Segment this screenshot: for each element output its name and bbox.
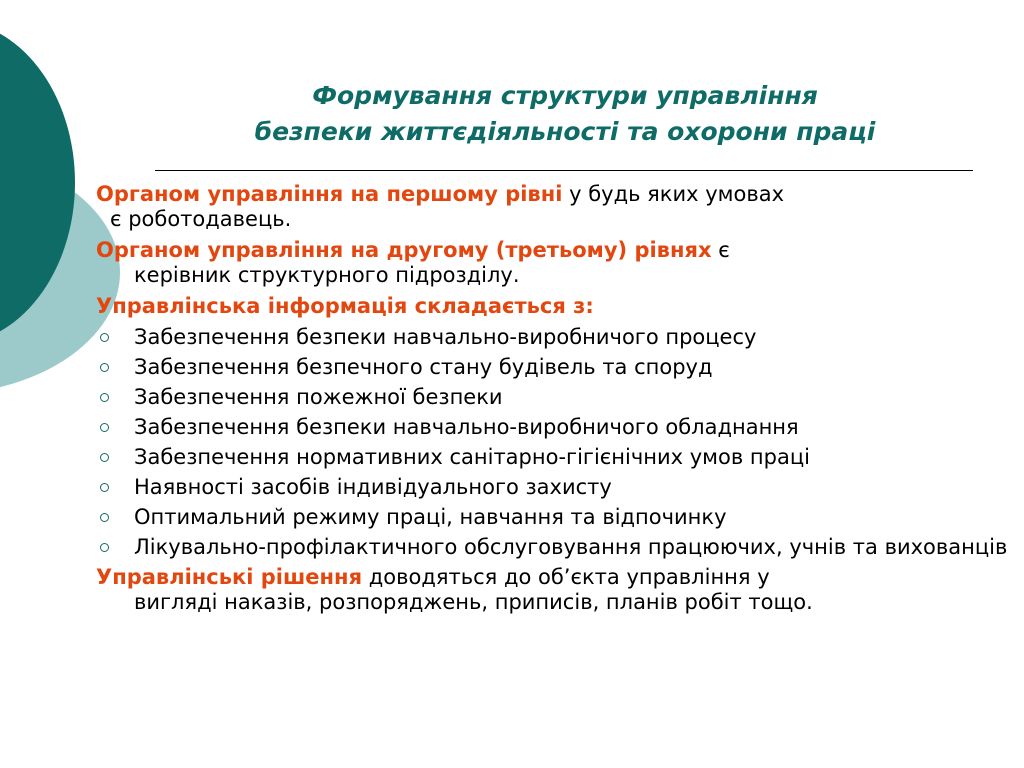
list-item: Забезпечення безпечного стану будівель та споруд [96,355,1011,380]
hollow-circle-bullet-icon [100,483,109,492]
second-level-continuation: керівник структурного підрозділу. [134,263,520,287]
hollow-circle-bullet-icon [100,513,109,522]
slide-content [96,182,1011,621]
first-level-continuation: є роботодавець. [110,207,292,231]
first-level-heading: Органом управління на першому рівні [96,182,563,206]
first-level-text: у будь яких умовах [562,182,785,206]
list-item: Забезпечення безпеки навчально-виробничого обладнання [96,415,1011,440]
slide-title-line1: Формування структури управління [312,81,818,110]
list-item: Лікувально-профілактичного обслуговування працюючих, учнів та вихованців [96,535,1011,560]
paragraph-first-level [96,182,1011,232]
title-divider [155,170,973,171]
hollow-circle-bullet-icon [100,363,109,372]
second-level-text: є [711,238,730,262]
hollow-circle-bullet-icon [100,333,109,342]
list-item: Забезпечення безпеки навчально-виробничого процесу [96,325,1011,350]
slide-title-line2: безпеки життєдіяльності та охорони праці [254,117,876,146]
hollow-circle-bullet-icon [100,393,109,402]
management-decisions-heading: Управлінські рішення [96,565,363,589]
list-item: Оптимальний режиму праці, навчання та відпочинку [96,505,1011,530]
list-item: Забезпечення пожежної безпеки [96,385,1011,410]
list-item: Забезпечення нормативних санітарно-гігієнічних умов праці [96,445,1011,470]
management-decisions-continuation: вигляді наказів, розпоряджень, приписів, планів робіт тощо. [134,590,813,614]
management-info-list [96,325,1011,560]
list-item: Наявності засобів індивідуального захисту [96,475,1011,500]
second-level-heading: Органом управління на другому (третьому) рівнях [96,238,712,262]
management-decisions-text: доводяться до об’єкта управління у [362,565,770,589]
paragraph-second-level [96,238,1011,288]
slide-title [155,78,975,150]
hollow-circle-bullet-icon [100,423,109,432]
paragraph-management-decisions [96,565,1011,615]
paragraph-management-info [96,294,1011,319]
management-info-heading: Управлінська інформація складається з: [96,294,594,318]
hollow-circle-bullet-icon [100,543,109,552]
hollow-circle-bullet-icon [100,453,109,462]
